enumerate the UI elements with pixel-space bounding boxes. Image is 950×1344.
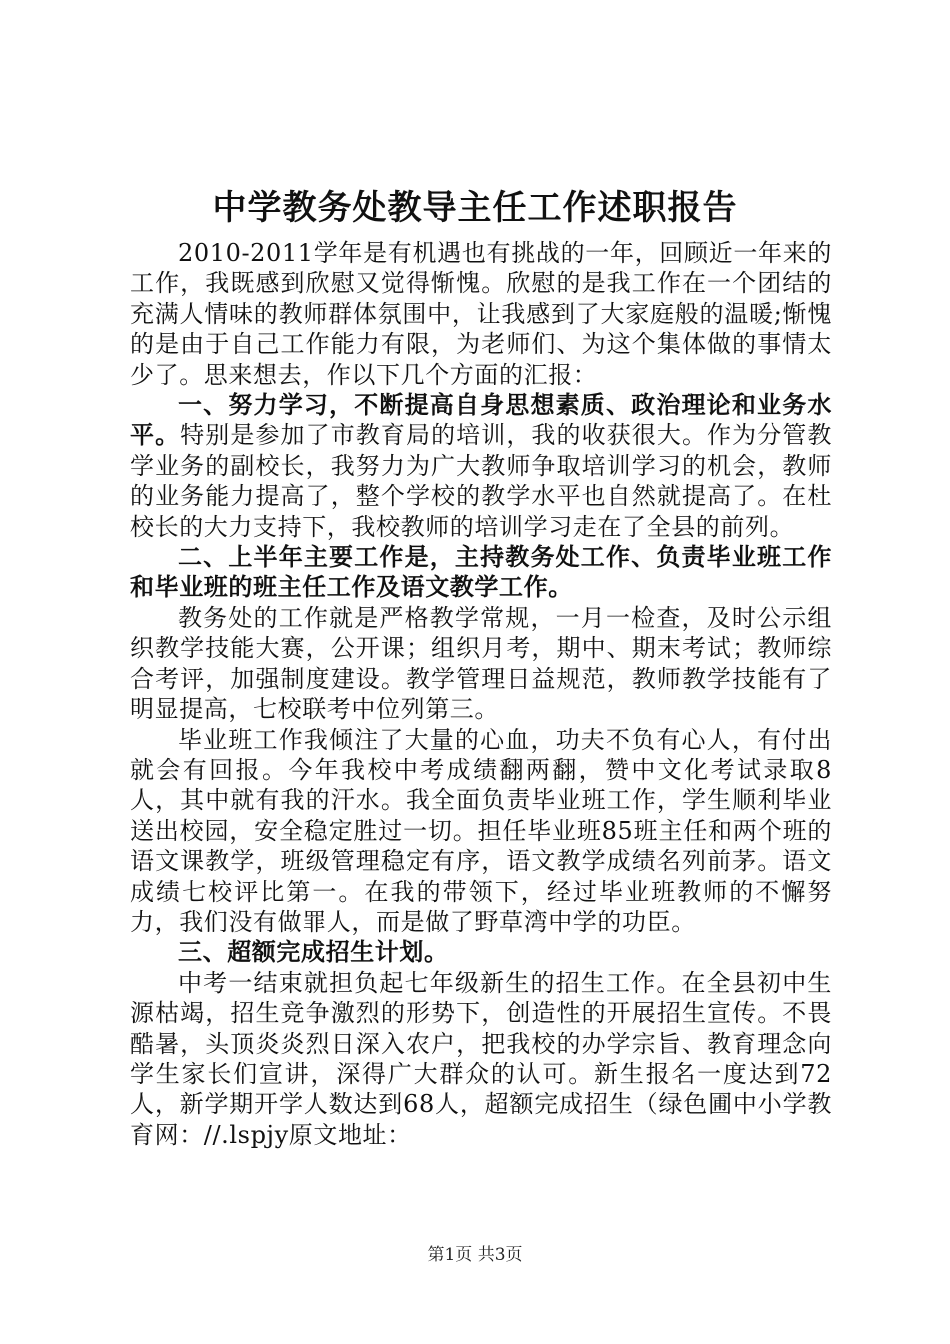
- paragraph-section-2: [130, 542, 832, 603]
- paragraph-text: 中考一结束就担负起七年级新生的招生工作。在全县初中生源枯竭，招生竞争激烈的形势下，创造性的开展招生宣传。不畏酷暑，头顶炎炎烈日深入农户，把我校的办学宗旨、教育理念向学生家长们宣讲，深得广大群众的认可。新生报名一度达到72人，新学期开学人数达到68人，超额完成招生（绿色圃中小学教育网：//.lspjy原文地址：: [130, 968, 832, 1149]
- paragraph-enrollment: [130, 968, 832, 1150]
- document-body: [130, 238, 832, 1150]
- section-heading: 三、超额完成招生计划。: [178, 938, 449, 967]
- page-footer: 第1页 共3页: [427, 1245, 523, 1265]
- paragraph-text: 教务处的工作就是严格教学常规，一月一检查，及时公示组织教学技能大赛，公开课；组织月考，期中、期末考试；教师综合考评，加强制度建设。教学管理日益规范，教师教学技能有了明显提高，七校联考中位列第三。: [130, 603, 832, 724]
- paragraph-text: 特别是参加了市教育局的培训，我的收获很大。作为分管教学业务的副校长，我努力为广大教师争取培训学习的机会，教师的业务能力提高了，整个学校的教学水平也自然就提高了。在杜校长的大力支持下，我校教师的培训学习走在了全县的前列。: [130, 421, 832, 541]
- paragraph-text: 2010-2011学年是有机遇也有挑战的一年，回顾近一年来的工作，我既感到欣慰又觉得惭愧。欣慰的是我工作在一个团结的充满人情味的教师群体氛围中，让我感到了大家庭般的温暖;惭愧的是由于自己工作能力有限，为老师们、为这个集体做的事情太少了。思来想去，作以下几个方面的汇报：: [130, 239, 832, 389]
- paragraph-intro: [130, 238, 832, 390]
- paragraph-section-3: [130, 937, 832, 967]
- section-heading: 二、上半年主要工作是，主持教务处工作、负责毕业班工作和毕业班的班主任工作及语文教学工作。: [130, 543, 832, 602]
- paragraph-section-1: [130, 390, 832, 542]
- paragraph-academic-affairs: [130, 603, 832, 725]
- paragraph-graduating-class: [130, 725, 832, 938]
- document-title: 中学教务处教导主任工作述职报告: [212, 188, 738, 228]
- paragraph-text: 毕业班工作我倾注了大量的心血，功夫不负有心人，有付出就会有回报。今年我校中考成绩翻两翻，赞中文化考试录取8人，其中就有我的汗水。我全面负责毕业班工作，学生顺利毕业送出校园，安全稳定胜过一切。担任毕业班85班主任和两个班的语文课教学，班级管理稳定有序，语文教学成绩名列前茅。语文成绩七校评比第一。在我的带领下，经过毕业班教师的不懈努力，我们没有做罪人，而是做了野草湾中学的功臣。: [130, 725, 832, 936]
- section-heading: 一、努力学习，不断提高自身思想素质、政治理论和业务水平。: [130, 391, 832, 450]
